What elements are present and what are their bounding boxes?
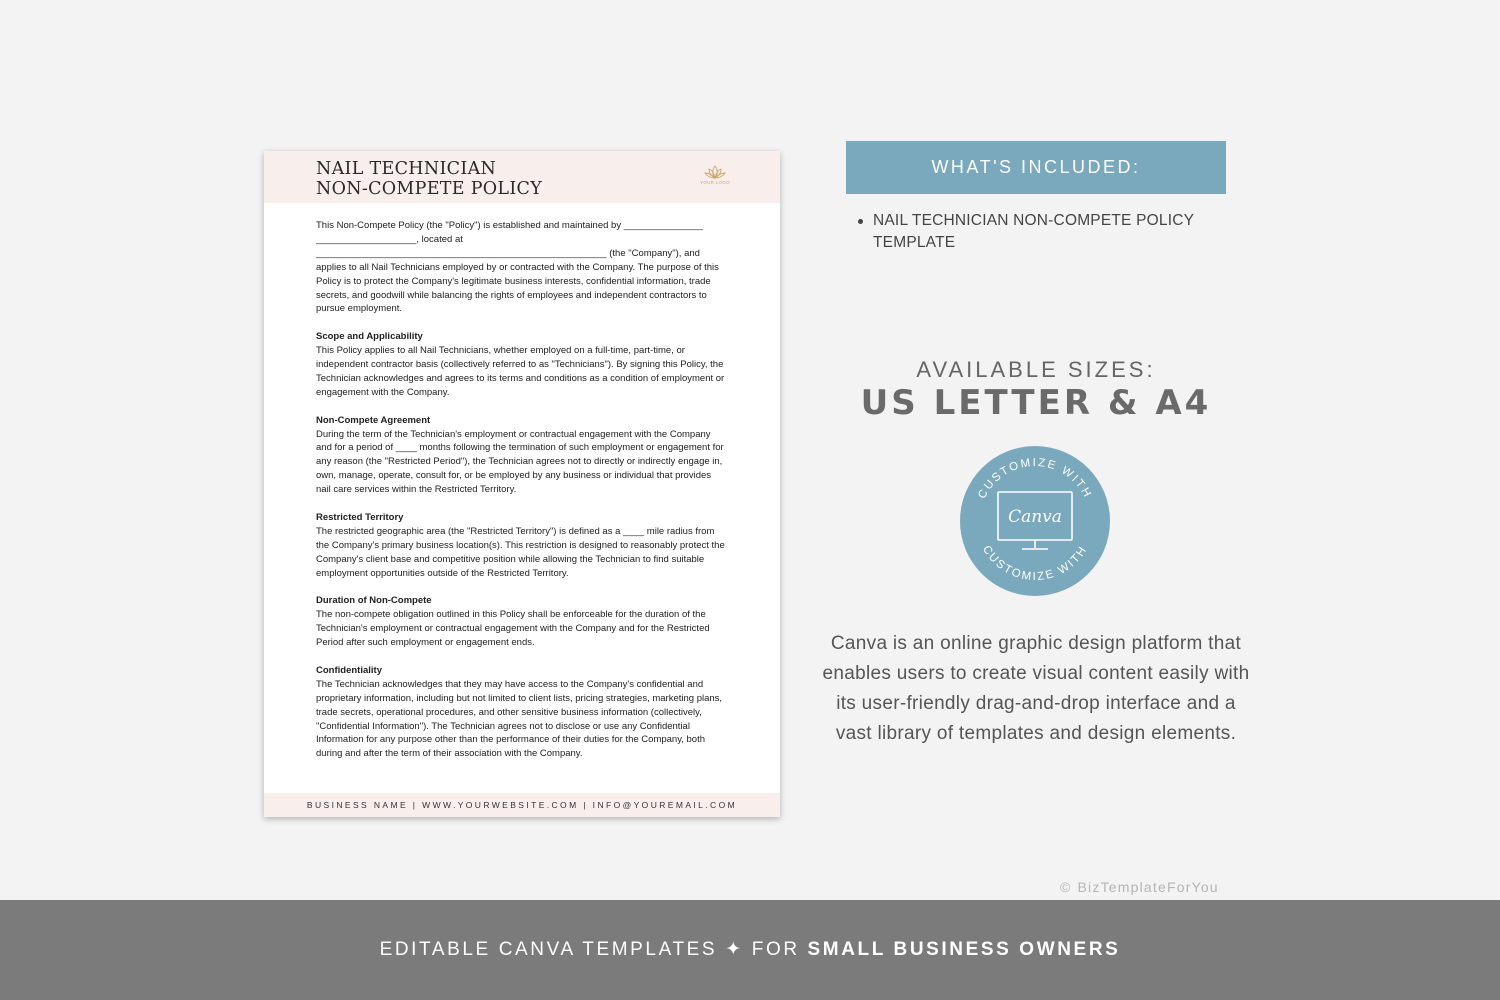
document-body xyxy=(316,219,728,775)
section-text: This Policy applies to all Nail Technicians, whether employed on a full-time, part-time, or independent contractor basis (collectively referred to as "Technicians"). By signing this Policy, the Technician acknowledges and agrees to its terms and conditions as a condition of employment or engagement with the Company. xyxy=(316,345,725,398)
document-section xyxy=(316,664,728,761)
document-section xyxy=(316,330,728,400)
badge-ring-text-top: CUSTOMIZE WITH xyxy=(976,456,1094,501)
badge-ring-text-bottom: CUSTOMIZE WITH xyxy=(980,543,1090,584)
section-text: The Technician acknowledges that they may have access to the Company's confidential and proprietary information, including but not limited to client lists, pricing strategies, marketing plans, trade secrets, operational procedures, and other sensitive business information (collectively, "Confidential Information"). The Technician agrees not to disclose or use any Confidential Information for any purpose other than the performance of their duties for the Company, both during and after the term of their association with the Company. xyxy=(316,678,723,760)
document-preview xyxy=(264,151,780,817)
document-section xyxy=(316,414,728,497)
logo-text: YOUR LOGO xyxy=(700,180,730,185)
document-intro: This Non-Compete Policy (the "Policy") is established and maintained by _______________ ___________________, located at _______________________________________________________ (the "Company"), and applies to all Nail Technicians employed by or contracted with the Company. The purpose of this Policy is to protect the Company's legitimate business interests, confidential information, trade secrets, and goodwill while balancing the rights of employees and independent contractors to pursue employment. xyxy=(316,220,719,315)
section-text: The non-compete obligation outlined in this Policy shall be enforceable for the duration of the Technician's employment or contractual engagement with the Company and for the Restricted Period after such employment or engagement ends. xyxy=(316,609,710,649)
list-item: NAIL TECHNICIAN NON-COMPETE POLICY TEMPLATE xyxy=(856,210,1236,254)
banner-text-part3: SMALL BUSINESS OWNERS xyxy=(807,939,1121,960)
section-text: During the term of the Technician's employment or contractual engagement with the Company and for a period of ____ months following the termination of such employment or engagement for any reason (the "Restricted Period"), the Technician agrees not to directly or indirectly engage in, own, manage, operate, consult for, or be employed by any business or individual that provides nail care services within the Restricted Territory. xyxy=(316,428,724,496)
section-heading: Non-Compete Agreement xyxy=(316,414,431,426)
section-text: The restricted geographic area (the "Restricted Territory") is defined as a ____ mile radius from the Company's primary business location(s). This restriction is designed to reasonably protect the Company's client base and competitive position while allowing the Technician to find suitable employment opportunities outside of the Restricted Territory. xyxy=(316,525,725,579)
section-heading: Confidentiality xyxy=(316,664,382,676)
canva-wordmark: Canva xyxy=(1008,507,1062,527)
badge-graphic xyxy=(960,446,1110,596)
document-footer: BUSINESS NAME | WWW.YOURWEBSITE.COM | INFO@YOUREMAIL.COM xyxy=(264,793,780,817)
available-sizes-label: AVAILABLE SIZES: xyxy=(916,357,1156,382)
customize-with-canva-badge xyxy=(960,446,1110,596)
section-heading: Duration of Non-Compete xyxy=(316,595,432,607)
lotus-icon xyxy=(704,164,726,180)
document-section xyxy=(316,594,728,650)
copyright-text: BizTemplateForYou xyxy=(1077,879,1219,895)
banner-text-part2: FOR xyxy=(751,939,800,960)
logo-placeholder xyxy=(700,164,730,186)
sparkle-icon: ✦ xyxy=(725,939,744,960)
document-title-line2: NON-COMPETE POLICY xyxy=(316,179,543,199)
canva-description: Canva is an online graphic design platform that enables users to create visual content easily with its user-friendly drag-and-drop interface and a vast library of templates and design elements. xyxy=(822,633,1250,744)
section-heading: Restricted Territory xyxy=(316,511,404,523)
section-heading: Scope and Applicability xyxy=(316,331,423,343)
document-title xyxy=(316,159,542,199)
copyright-symbol: © xyxy=(1060,879,1072,895)
included-list xyxy=(856,210,1236,254)
document-header xyxy=(264,151,780,203)
bottom-banner xyxy=(0,900,1500,1000)
banner-text-part1: EDITABLE CANVA TEMPLATES xyxy=(379,939,718,960)
document-section xyxy=(316,511,728,581)
document-title-line1: NAIL TECHNICIAN xyxy=(316,159,497,179)
copyright-notice xyxy=(1060,879,1250,895)
available-sizes-value: US LETTER & A4 xyxy=(860,383,1212,423)
whats-included-heading: WHAT'S INCLUDED: xyxy=(846,141,1226,194)
